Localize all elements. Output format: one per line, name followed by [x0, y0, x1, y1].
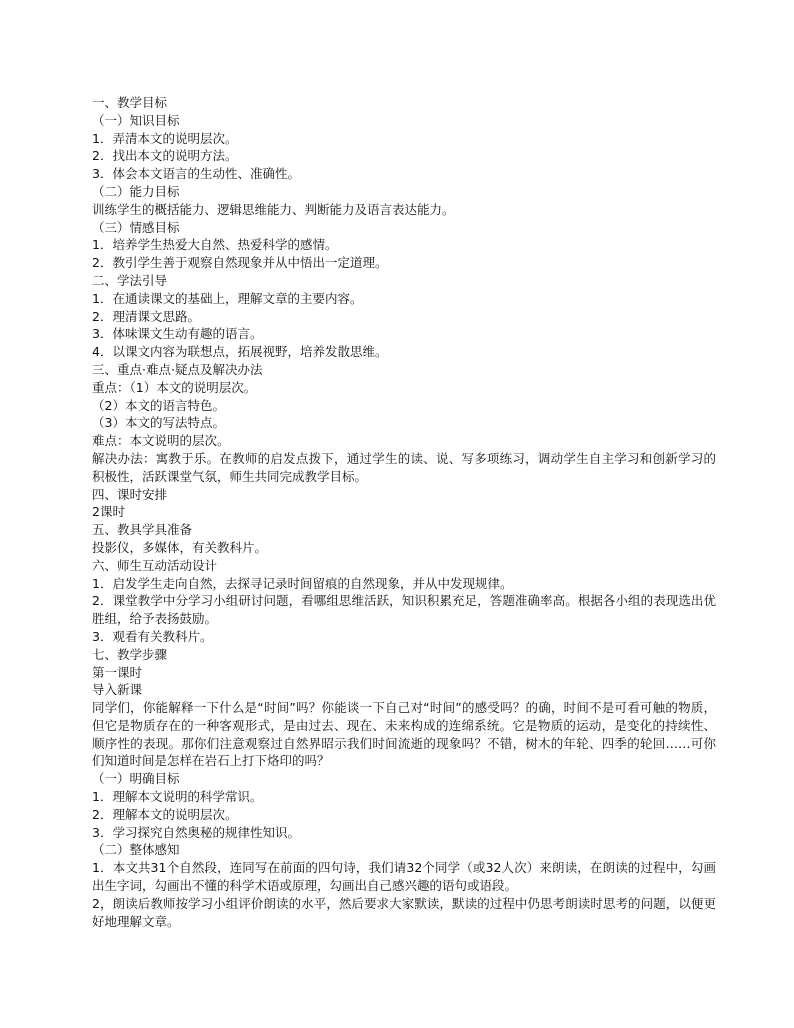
list-item: 2，朗读后教师按学习小组评价朗读的水平，然后要求大家默读，默读的过程中仍思考朗读时思考的问题，以便更好地理解文章。: [92, 895, 716, 929]
section-heading-steps: 七、教学步骤: [92, 646, 168, 662]
subheading-clear-goals: （一）明确目标: [92, 771, 180, 787]
list-item: 3．观看有关教科片。: [92, 628, 213, 644]
section-heading-goals: 一、教学目标: [92, 95, 168, 110]
list-item: 3．体会本文语言的生动性、准确性。: [92, 166, 300, 182]
list-item: 2．理清课文思路。: [92, 308, 200, 324]
paragraph: 投影仪，多媒体，有关教科片。: [92, 539, 268, 555]
section-heading-materials: 五、教具学具准备: [92, 522, 193, 538]
paragraph: 重点：（1）本文的说明层次。: [92, 379, 257, 395]
list-item: 1．本文共31个自然段，连同写在前面的四句诗，我们请32个同学（或32人次）来朗读，在朗读的过程中，勾画出生字词，勾画出不懂的科学术语或原理，勾画出自己感兴趣的语句或语段。: [92, 860, 716, 894]
subheading-first-lesson: 第一课时: [92, 664, 143, 680]
subheading-ability-goals: （二）能力目标: [92, 183, 180, 199]
list-item: 2．理解本文的说明层次。: [92, 806, 238, 822]
paragraph: （2）本文的语言特色。: [92, 397, 225, 413]
subheading-introduction: 导入新课: [92, 682, 143, 698]
list-item: 3．学习探究自然奥秘的规律性知识。: [92, 824, 300, 840]
subheading-overall-perception: （二）整体感知: [92, 842, 180, 858]
list-item: 1．弄清本文的说明层次。: [92, 130, 238, 146]
paragraph: 训练学生的概括能力、逻辑思维能力、判断能力及语言表达能力。: [92, 201, 455, 217]
subheading-knowledge-goals: （一）知识目标: [92, 112, 180, 128]
list-item: 2．教引学生善于观察自然现象并从中悟出一定道理。: [92, 255, 388, 271]
document-body: [92, 94, 716, 930]
section-heading-schedule: 四、课时安排: [92, 486, 168, 502]
list-item: 1．理解本文说明的科学常识。: [92, 789, 263, 805]
list-item: 1．在通读课文的基础上，理解文章的主要内容。: [92, 290, 363, 306]
list-item: 3．体味课文生动有趣的语言。: [92, 326, 263, 342]
list-item: 4．以课文内容为联想点，拓展视野，培养发散思维。: [92, 344, 388, 360]
paragraph: （3）本文的写法特点。: [92, 415, 225, 431]
subheading-emotion-goals: （三）情感目标: [92, 219, 180, 235]
paragraph: 解决办法：寓教于乐。在教师的启发点拨下，通过学生的读、说、写多项练习，调动学生自主学习和创新学习的积极性，活跃课堂气氛，师生共同完成教学目标。: [92, 450, 716, 484]
list-item: 1．启发学生走向自然，去探寻记录时间留痕的自然现象，并从中发现规律。: [92, 575, 513, 591]
section-heading-study-guide: 二、学法引导: [92, 272, 168, 288]
paragraph: 难点：本文说明的层次。: [92, 433, 230, 449]
list-item: 1．培养学生热爱大自然、热爱科学的感情。: [92, 237, 338, 253]
section-heading-key-points: 三、重点·难点·疑点及解决办法: [92, 361, 263, 377]
paragraph: 2课时: [92, 504, 125, 520]
paragraph: 同学们，你能解释一下什么是“时间”吗？你能谈一下自己对“时间”的感受吗？的确，时间不是可看可触的物质，但它是物质存在的一种客观形式，是由过去、现在、未来构成的连绵系统。它是物质的运动，是变化的持续性、顺序性的表现。那你们注意观察过自然界昭示我们时间流逝的现象吗？不错，树木的年轮、四季的轮回……可你们知道时间是怎样在岩石上打下烙印的吗？: [92, 700, 716, 769]
list-item: 2．找出本文的说明方法。: [92, 148, 238, 164]
section-heading-activities: 六、师生互动活动设计: [92, 557, 218, 573]
list-item: 2．课堂教学中分学习小组研讨问题，看哪组思维活跃，知识积累充足，答题准确率高。根据各小组的表现选出优胜组，给予表扬鼓励。: [92, 593, 716, 627]
